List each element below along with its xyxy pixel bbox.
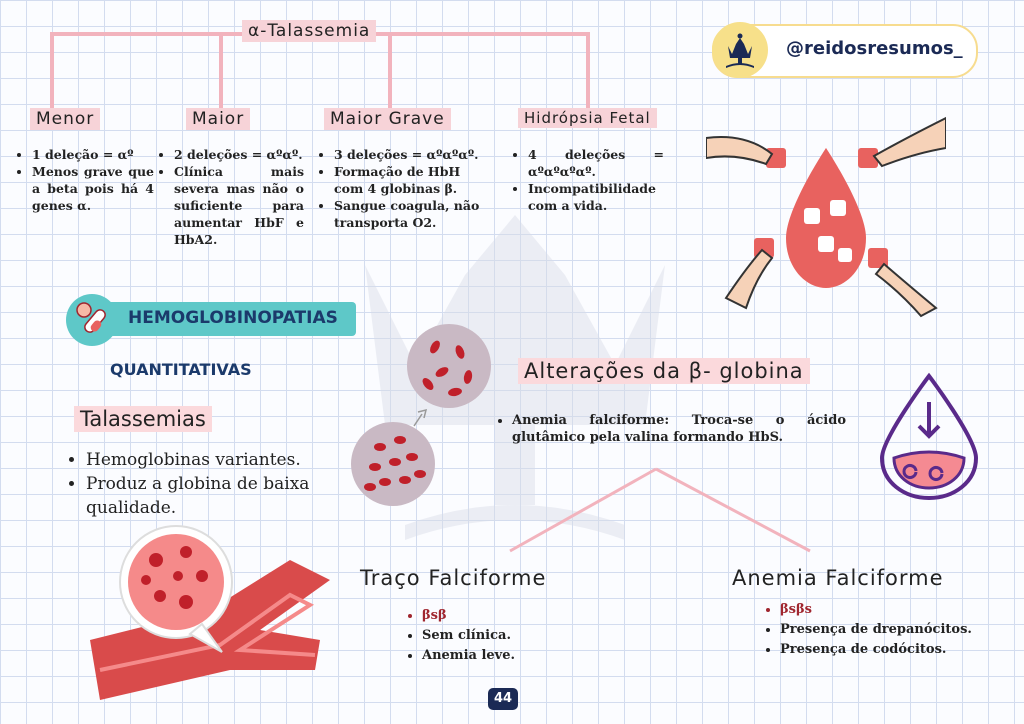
maior-list xyxy=(156,146,304,248)
blood-drop-puzzle-illustration xyxy=(706,108,946,318)
page-number: 44 xyxy=(488,688,518,710)
blood-drop-arrow-icon xyxy=(876,372,982,502)
list-item: • Produz a globina de baixa qualidade. xyxy=(86,472,356,520)
blood-vessel-illustration xyxy=(90,520,340,720)
tree-line-2 xyxy=(219,32,223,114)
category-label-maior: Maior xyxy=(186,108,250,130)
traco-list xyxy=(404,606,572,666)
menor-list xyxy=(14,146,154,214)
beta-list xyxy=(494,412,846,446)
list-item: • Menos grave que a beta pois há 4 genes α. xyxy=(32,163,154,214)
anemia-title: Anemia Falciforme xyxy=(732,566,944,590)
category-label-maior-grave: Maior Grave xyxy=(324,108,451,130)
brand-logo xyxy=(712,22,768,78)
brand-handle: @reidosresumos_ xyxy=(786,38,963,59)
list-item: • Hemoglobinas variantes. xyxy=(86,448,356,472)
traco-title: Traço Falciforme xyxy=(360,566,547,590)
category-label-hidropsia: Hidrópsia Fetal xyxy=(518,108,657,128)
list-item: • Sem clínica. xyxy=(422,626,572,646)
list-item: • Anemia falciforme: Troca-se o ácido glutâmico pela valina formando HbS. xyxy=(512,412,846,446)
test-tube-icon xyxy=(66,294,118,346)
tree-line-4 xyxy=(586,32,590,110)
list-item: • 2 deleções = αºαº. xyxy=(174,146,304,163)
list-item: • Sangue coagula, não transporta O2. xyxy=(334,197,489,231)
traco-genotype: • βsβ xyxy=(422,606,572,626)
list-item: • Anemia leve. xyxy=(422,646,572,666)
anemia-genotype: • βsβs xyxy=(780,600,1010,620)
list-item: • 4 deleções = αºαºαºαº. xyxy=(528,146,664,180)
red-cells-circles-illustration xyxy=(350,322,500,512)
list-item: • 1 deleção = αº xyxy=(32,146,154,163)
talassemias-list xyxy=(64,448,356,520)
list-item: • Incompatibilidade com a vida. xyxy=(528,180,664,214)
list-item: • Presença de codócitos. xyxy=(780,640,1010,660)
hidropsia-list xyxy=(510,146,664,214)
tree-line-3 xyxy=(388,32,392,114)
section-badge-label: HEMOGLOBINOPATIAS xyxy=(128,308,338,328)
page-title: α-Talassemia xyxy=(242,20,376,42)
list-item: • 3 deleções = αºαºαº. xyxy=(334,146,489,163)
anemia-list xyxy=(762,600,1010,660)
test-tube-badge-icon xyxy=(66,294,118,346)
tree-line-1 xyxy=(50,32,54,114)
talassemias-title: Talassemias xyxy=(74,406,212,432)
list-item: • Clínica mais severa mas não o suficiente para aumentar HbF e HbA2. xyxy=(174,163,304,248)
list-item: • Formação de HbH com 4 globinas β. xyxy=(334,163,489,197)
section-subtitle: QUANTITATIVAS xyxy=(110,360,252,379)
beta-title: Alterações da β- globina xyxy=(518,358,810,384)
list-item: • Presença de drepanócitos. xyxy=(780,620,1010,640)
falciforme-branch-lines xyxy=(500,465,820,555)
crown-book-icon xyxy=(712,22,768,78)
maior-grave-list xyxy=(316,146,489,231)
category-label-menor: Menor xyxy=(30,108,100,130)
